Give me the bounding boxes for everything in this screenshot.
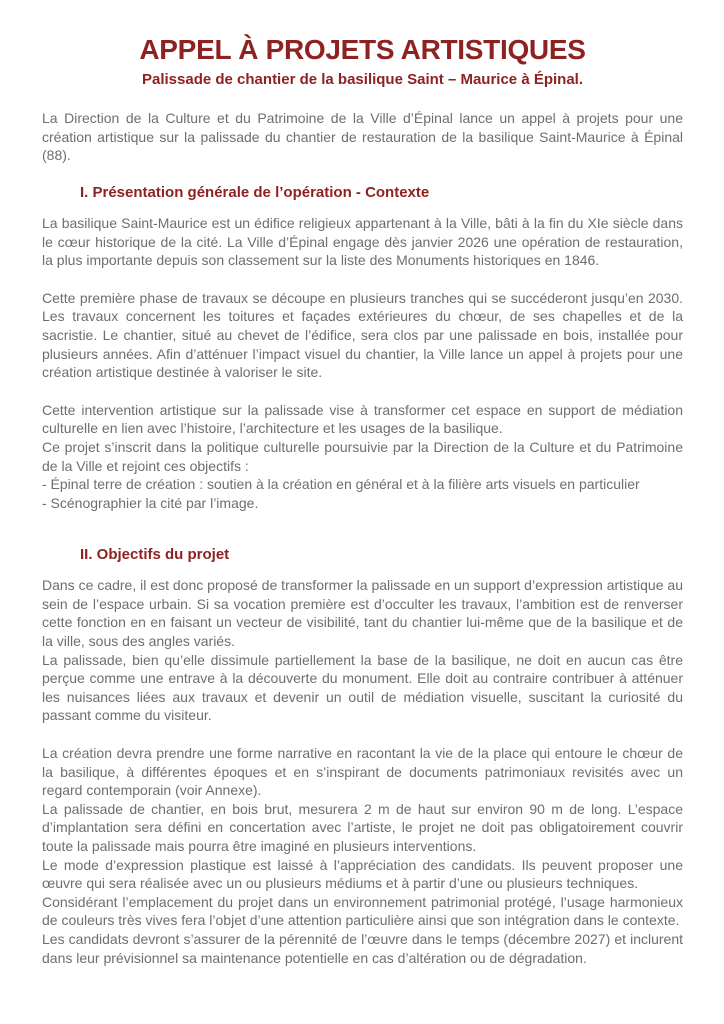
paragraph: La palissade, bien qu’elle dissimule partiellement la base de la basilique, ne doit en aucun cas être perçue comme une entrave à la découverte du monument. Elle doit au contraire contribuer à atténuer les nuisances liées aux travaux et devenir un outil de médiation visuelle, suscitant la curiosité du passant comme du visiteur. — [42, 651, 683, 724]
paragraph: La création devra prendre une forme narrative en racontant la vie de la place qui entoure le chœur de la basilique, à différentes époques et en s’inspirant de documents patrimoniaux revisités avec un regard contemporain (voir Annexe). — [42, 745, 683, 799]
section-2-block-2 — [42, 744, 683, 967]
page-subtitle: Palissade de chantier de la basilique Saint – Maurice à Épinal. — [142, 71, 583, 89]
section-1-block-1 — [42, 214, 683, 270]
paragraph: Ce projet s’inscrit dans la politique culturelle poursuivie par la Direction de la Culture et du Patrimoine de la Ville et rejoint ces objectifs : — [42, 438, 683, 474]
list-item: - Épinal terre de création : soutien à la création en général et à la filière arts visuels en particulier — [42, 476, 640, 493]
section-1-heading: I. Présentation générale de l’opération - Contexte — [80, 183, 430, 201]
paragraph: La palissade de chantier, en bois brut, mesurera 2 m de haut sur environ 90 m de long. L’espace d’implantation sera défini en concertation avec l’artiste, le projet ne doit pas obligatoirement couvrir toute la palissade mais pourra être imaginé en plusieurs interventions. — [42, 800, 683, 854]
paragraph: Cette première phase de travaux se découpe en plusieurs tranches qui se succéderont jusqu’en 2030. Les travaux concernent les toitures et façades extérieures du chœur, de ses chapelles et de la sacristie. Le chantier, situé au chevet de l’édifice, sera clos par une palissade en bois, installée pour plusieurs années. Afin d’atténuer l’impact visuel du chantier, la Ville lance un appel à projets pour une création artistique destinée à valoriser le site. — [42, 289, 683, 381]
page-title: APPEL À PROJETS ARTISTIQUES — [139, 34, 586, 65]
paragraph: Le mode d’expression plastique est laissé à l’appréciation des candidats. Ils peuvent proposer une œuvre qui sera réalisée avec un ou plusieurs médiums et à partir d’une ou plusieurs techniques. — [42, 856, 683, 892]
section-2-block-1 — [42, 576, 683, 725]
section-2-heading: II. Objectifs du projet — [80, 546, 230, 564]
intro-paragraph: La Direction de la Culture et du Patrimoine de la Ville d’Épinal lance un appel à projets pour une création artistique sur la palissade du chantier de restauration de la basilique Saint-Maurice à Épinal (88). — [42, 110, 683, 164]
paragraph: Cette intervention artistique sur la palissade vise à transformer cet espace en support de médiation culturelle en lien avec l’histoire, l’architecture et les usages de la basilique. — [42, 401, 683, 437]
section-1-block-2 — [42, 289, 683, 382]
paragraph: Considérant l’emplacement du projet dans un environnement patrimonial protégé, l’usage harmonieux de couleurs très vives fera l’objet d’une attention particulière ainsi que son intégration dans le contexte. — [42, 893, 683, 929]
paragraph: Les candidats devront s’assurer de la pérennité de l’œuvre dans le temps (décembre 2027) et inclurent dans leur prévisionnel sa maintenance potentielle en cas d’altération ou de dégradation. — [42, 930, 683, 966]
paragraph: Dans ce cadre, il est donc proposé de transformer la palissade en un support d’expression artistique au sein de l’espace urbain. Si sa vocation première est d’occulter les travaux, l’ambition est de renverser cette fonction en en faisant un vecteur de visibilité, tant du chantier lui-même que de la basilique et de la ville, sous des angles variés. — [42, 577, 683, 650]
section-1-block-3 — [42, 401, 683, 513]
paragraph: La basilique Saint-Maurice est un édifice religieux appartenant à la Ville, bâti à la fin du XIe siècle dans le cœur historique de la cité. La Ville d’Épinal engage dès janvier 2026 une opération de restauration, la plus importante depuis son classement sur la liste des Monuments historiques en 1846. — [42, 214, 683, 269]
list-item: - Scénographier la cité par l’image. — [42, 494, 259, 511]
